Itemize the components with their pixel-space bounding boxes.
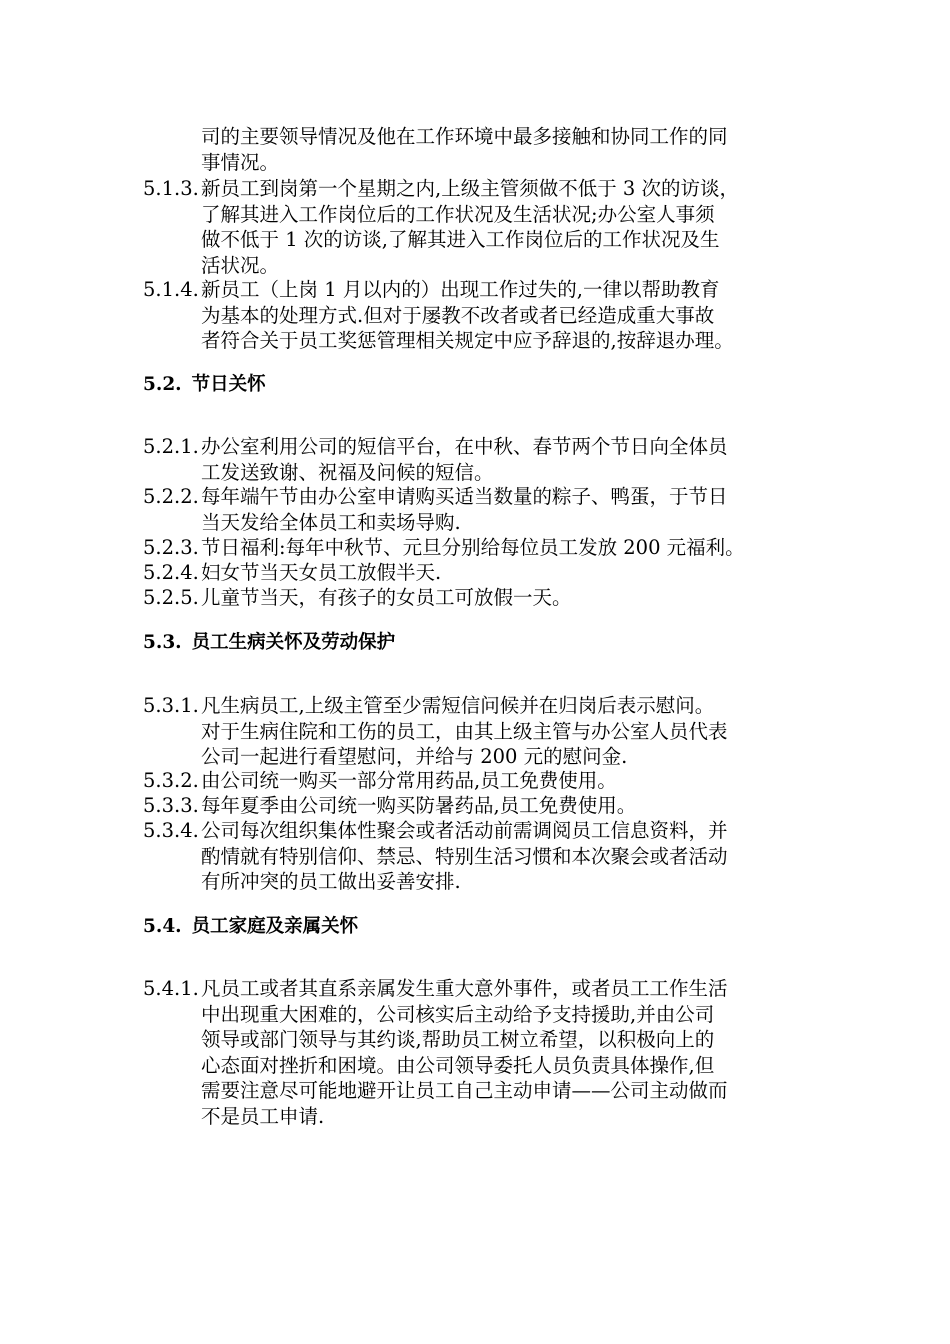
heading-number: 5.3. <box>143 632 182 653</box>
text-line: 心态面对挫折和困境。由公司领导委托人员负责具体操作,但 <box>201 1053 715 1077</box>
heading-title: 员工生病关怀及劳动保护 <box>191 632 396 653</box>
text-line: 酌情就有特别信仰、禁忌、特别生活习惯和本次聚会或者活动 <box>201 844 728 868</box>
list-item-5-4-1 <box>143 976 823 1129</box>
heading-number: 5.4. <box>143 916 182 937</box>
list-item-5-2-2 <box>143 484 823 535</box>
text-line: 节日福利:每年中秋节、元旦分别给每位员工发放 200 元福利。 <box>201 536 745 559</box>
text-line: 儿童节当天，有孩子的女员工可放假一天。 <box>201 586 572 609</box>
list-item-5-3-1 <box>143 693 823 770</box>
list-item-5-1-3 <box>143 176 823 278</box>
text-line: 不是员工申请. <box>201 1104 325 1128</box>
section-heading-5-3 <box>143 628 395 654</box>
heading-number: 5.2. <box>143 374 182 395</box>
item-number: 5.2.2. <box>143 485 199 508</box>
item-number: 5.3.4. <box>143 819 199 842</box>
text-line: 司的主要领导情况及他在工作环境中最多接触和协同工作的同 <box>201 125 728 148</box>
item-number: 5.2.4. <box>143 561 199 584</box>
section-heading-5-2 <box>143 370 266 396</box>
item-number: 5.2.1. <box>143 435 199 458</box>
text-line: 工发送致谢、祝福及问候的短信。 <box>201 460 494 484</box>
list-item-5-2-3 <box>143 535 823 561</box>
list-item-5-2-4 <box>143 560 823 586</box>
item-number: 5.2.5. <box>143 586 199 609</box>
text-line: 公司一起进行看望慰问，并给与 200 元的慰问金. <box>201 745 628 768</box>
text-line: 凡生病员工,上级主管至少需短信问候并在归岗后表示慰问。 <box>201 694 715 717</box>
text-line: 凡员工或者其直系亲属发生重大意外事件，或者员工工作生活 <box>201 977 728 1000</box>
text-line: 了解其进入工作岗位后的工作状况及生活状况;办公室人事须 <box>201 202 715 226</box>
item-number: 5.1.4. <box>143 278 199 301</box>
item-number: 5.3.1. <box>143 694 199 717</box>
text-line: 活状况。 <box>201 253 280 277</box>
list-item-5-2-1 <box>143 434 823 485</box>
text-line: 为基本的处理方式.但对于屡教不改者或者已经造成重大事故 <box>201 303 715 327</box>
text-line: 妇女节当天女员工放假半天. <box>201 561 442 584</box>
text-line: 有所冲突的员工做出妥善安排. <box>201 870 461 893</box>
list-item-5-2-5 <box>143 585 823 611</box>
list-item-5-1-4 <box>143 277 823 354</box>
continuation-paragraph <box>201 124 823 175</box>
text-line: 领导或部门领导与其约谈,帮助员工树立希望，以积极向上的 <box>201 1028 715 1051</box>
list-item-5-3-2 <box>143 768 823 794</box>
text-line: 由公司统一购买一部分常用药品,员工免费使用。 <box>201 769 617 792</box>
text-line: 者符合关于员工奖惩管理相关规定中应予辞退的,按辞退办理。 <box>201 329 734 352</box>
text-line: 对于生病住院和工伤的员工，由其上级主管与办公室人员代表 <box>201 719 728 743</box>
text-line: 做不低于 1 次的访谈,了解其进入工作岗位后的工作状况及生 <box>201 228 720 251</box>
text-line: 中出现重大困难的，公司核实后主动给予支持援助,并由公司 <box>201 1002 715 1026</box>
item-number: 5.3.3. <box>143 794 199 817</box>
text-line: 当天发给全体员工和卖场导购. <box>201 510 461 534</box>
text-line: 需要注意尽可能地避开让员工自己主动申请——公司主动做而 <box>201 1079 728 1102</box>
item-number: 5.4.1. <box>143 977 199 1000</box>
list-item-5-3-4 <box>143 818 823 895</box>
item-number: 5.2.3. <box>143 536 199 559</box>
text-line: 每年端午节由办公室申请购买适当数量的粽子、鸭蛋，于节日 <box>201 485 728 508</box>
list-item-5-3-3 <box>143 793 823 819</box>
heading-title: 员工家庭及亲属关怀 <box>191 916 359 937</box>
text-line: 新员工（上岗 1 月以内的）出现工作过失的,一律以帮助教育 <box>201 278 720 301</box>
item-number: 5.3.2. <box>143 769 199 792</box>
section-heading-5-4 <box>143 912 358 938</box>
heading-title: 节日关怀 <box>191 374 266 395</box>
text-line: 办公室利用公司的短信平台，在中秋、春节两个节日向全体员 <box>201 435 728 458</box>
text-line: 公司每次组织集体性聚会或者活动前需调阅员工信息资料，并 <box>201 819 728 842</box>
text-line: 每年夏季由公司统一购买防暑药品,员工免费使用。 <box>201 794 637 817</box>
item-number: 5.1.3. <box>143 177 199 200</box>
text-line: 新员工到岗第一个星期之内,上级主管须做不低于 3 次的访谈， <box>201 177 740 200</box>
text-line: 事情况。 <box>201 150 280 174</box>
